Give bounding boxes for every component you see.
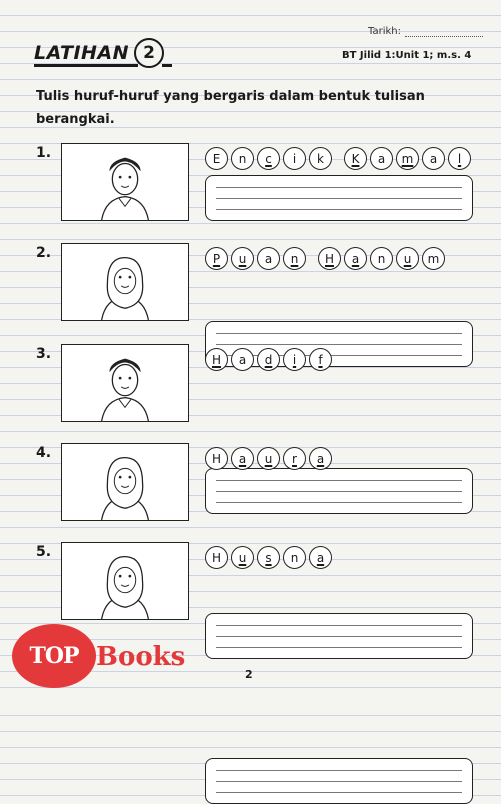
writing-line [216, 502, 462, 503]
portrait-icon [62, 244, 188, 320]
letter-char: H [211, 550, 222, 565]
heading-underline-tail [162, 64, 172, 67]
letter-char: r [292, 451, 297, 466]
letter-bubble [370, 147, 393, 170]
writing-line [216, 344, 462, 345]
letter-char: E [212, 151, 221, 166]
character-illustration [61, 143, 189, 221]
letter-char: u [264, 451, 273, 466]
letter-bubble [283, 348, 306, 371]
letter-bubble [231, 546, 254, 569]
character-illustration [61, 443, 189, 521]
logo-word: Books [96, 642, 186, 672]
letter-char: H [324, 251, 335, 266]
letter-char: u [403, 251, 412, 266]
portrait-icon [62, 444, 188, 520]
item-number: 5. [36, 544, 52, 560]
letter-char: a [316, 451, 325, 466]
portrait-icon [62, 345, 188, 421]
letter-bubble [231, 447, 254, 470]
letter-char: u [238, 550, 247, 565]
writing-line [216, 491, 462, 492]
letter-bubble [231, 247, 254, 270]
page-number: 2 [245, 668, 253, 681]
letter-bubble [205, 147, 228, 170]
item-number: 3. [36, 346, 52, 362]
letter-char: a [351, 251, 360, 266]
writing-line [216, 636, 462, 637]
letter-bubble [344, 247, 367, 270]
letter-char: n [290, 251, 299, 266]
letter-char: m [427, 251, 440, 266]
letter-char: a [238, 352, 247, 367]
letter-char: f [318, 352, 323, 367]
letter-char: a [264, 251, 273, 266]
letter-bubble [396, 147, 419, 170]
writing-line [216, 647, 462, 648]
writing-line [216, 333, 462, 334]
letter-bubble [257, 247, 280, 270]
letter-bubbles [205, 546, 332, 569]
writing-line [216, 625, 462, 626]
letter-char: H [211, 451, 222, 466]
letter-bubble [344, 147, 367, 170]
letter-char: a [238, 451, 247, 466]
letter-bubble [205, 348, 228, 371]
letter-char: l [457, 151, 462, 166]
date-line[interactable] [405, 36, 483, 37]
letter-char: n [377, 251, 386, 266]
date-label: Tarikh: [368, 26, 401, 37]
letter-bubble [205, 247, 228, 270]
writing-line [216, 187, 462, 188]
letter-bubbles [205, 247, 445, 270]
portrait-icon [62, 144, 188, 220]
letter-bubble [396, 247, 419, 270]
letter-bubbles [205, 348, 332, 371]
letter-char: P [212, 251, 221, 266]
letter-char: i [292, 151, 297, 166]
letter-char: a [316, 550, 325, 565]
letter-bubble [257, 147, 280, 170]
writing-box[interactable] [205, 175, 473, 221]
letter-char: H [211, 352, 222, 367]
letter-bubble [283, 447, 306, 470]
word-gap [309, 247, 315, 270]
letter-char: d [264, 352, 273, 367]
letter-bubble [231, 348, 254, 371]
letter-bubble [309, 447, 332, 470]
letter-bubbles [205, 447, 332, 470]
character-illustration [61, 243, 189, 321]
letter-bubble [257, 348, 280, 371]
book-reference: BT Jilid 1:Unit 1; m.s. 4 [342, 50, 472, 61]
item-number: 1. [36, 145, 52, 161]
letter-bubble [422, 247, 445, 270]
logo-badge: TOP [12, 624, 96, 688]
letter-char: n [238, 151, 247, 166]
writing-box[interactable] [205, 468, 473, 514]
heading-underline [34, 64, 138, 67]
letter-char: n [290, 550, 299, 565]
writing-line [216, 770, 462, 771]
writing-box[interactable] [205, 613, 473, 659]
letter-char: i [292, 352, 297, 367]
character-illustration [61, 344, 189, 422]
letter-bubble [231, 147, 254, 170]
exercise-heading [34, 38, 170, 68]
letter-bubble [309, 147, 332, 170]
character-illustration [61, 542, 189, 620]
letter-char: u [238, 251, 247, 266]
letter-bubble [318, 247, 341, 270]
item-number: 2. [36, 245, 52, 261]
letter-bubble [257, 546, 280, 569]
letter-char: m [401, 151, 414, 166]
letter-char: a [429, 151, 438, 166]
letter-bubble [309, 546, 332, 569]
letter-bubble [205, 447, 228, 470]
writing-line [216, 198, 462, 199]
letter-bubble [283, 546, 306, 569]
writing-line [216, 781, 462, 782]
publisher-logo [12, 624, 212, 688]
letter-bubble [283, 247, 306, 270]
letter-bubble [309, 348, 332, 371]
date-field [368, 26, 483, 37]
letter-char: s [265, 550, 272, 565]
letter-char: k [317, 151, 324, 166]
writing-line [216, 792, 462, 793]
letter-char: a [377, 151, 386, 166]
letter-char: K [351, 151, 360, 166]
letter-bubble [205, 546, 228, 569]
letter-bubble [422, 147, 445, 170]
letter-bubble [283, 147, 306, 170]
letter-char: c [265, 151, 272, 166]
exercise-number: 2 [134, 38, 164, 68]
writing-line [216, 480, 462, 481]
letter-bubbles [205, 147, 471, 170]
letter-bubble [370, 247, 393, 270]
word-gap [335, 147, 341, 170]
instruction-text: Tulis huruf-huruf yang bergaris dalam bentuk tulisan berangkai. [36, 89, 425, 127]
writing-box[interactable] [205, 758, 473, 804]
letter-bubble [448, 147, 471, 170]
writing-line [216, 209, 462, 210]
letter-bubble [257, 447, 280, 470]
item-number: 4. [36, 445, 52, 461]
portrait-icon [62, 543, 188, 619]
exercise-word: LATIHAN [34, 42, 130, 64]
